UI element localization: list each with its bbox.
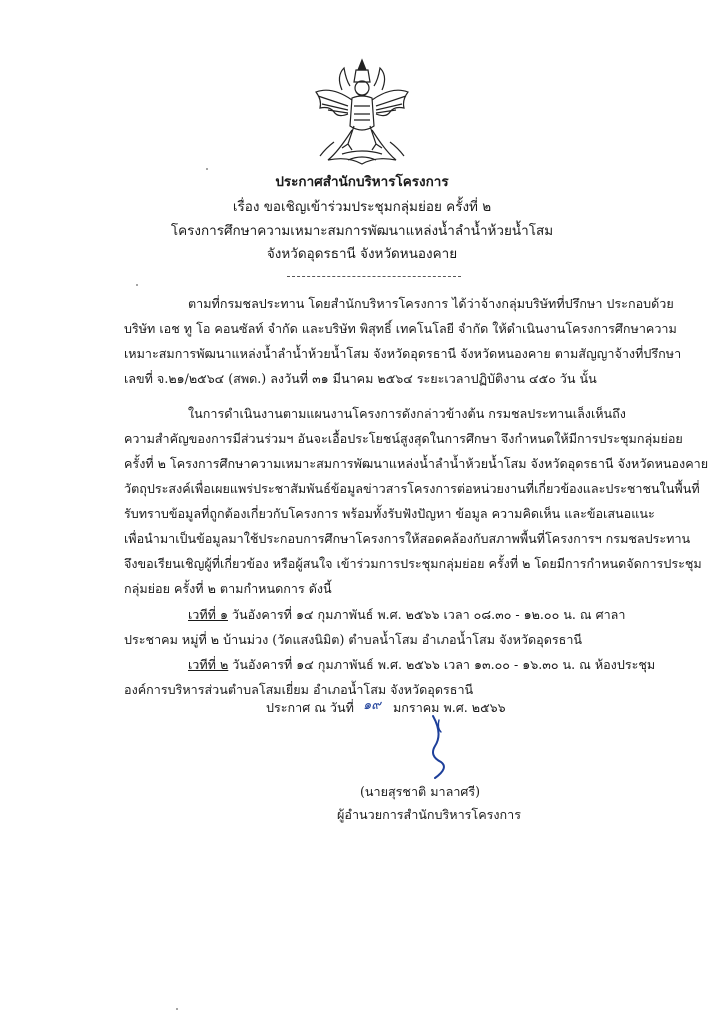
stage-2-schedule: [188, 654, 655, 675]
stage-2-label: เวทีที่ ๒: [188, 657, 229, 672]
garuda-emblem-icon: [308, 56, 416, 168]
paragraph-2-line: ในการดำเนินงานตามแผนงานโครงการดังกล่าวข้างต้น กรมชลประทานเล็งเห็นถึง: [188, 406, 626, 421]
announcement-agency-title: ประกาศสำนักบริหารโครงการ: [275, 174, 449, 190]
paragraph-2-line: ความสำคัญของการมีส่วนร่วมฯ อันจะเอื้อประโยชน์สูงสุดในการศึกษา จึงกำหนดให้มีการประชุมกลุ่มย่อย: [124, 431, 683, 446]
paragraph-2-line: กลุ่มย่อย ครั้งที่ ๒ ตามกำหนดการ ดังนี้: [124, 581, 332, 596]
signer-name: (นายสุรชาติ มาลาศรี): [360, 784, 481, 799]
scan-speck: [206, 168, 208, 170]
project-name: โครงการศึกษาความเหมาะสมการพัฒนาแหล่งน้ำลำน้ำห้วยน้ำโสม: [170, 223, 554, 239]
stage-1-details: วันอังคารที่ ๑๔ กุมภาพันธ์ พ.ศ. ๒๕๖๖ เวลา ๐๘.๓๐ - ๑๒.๐๐ น. ณ ศาลา: [227, 607, 626, 622]
scan-speck: [136, 284, 138, 286]
title-separator: [287, 276, 461, 277]
stage-1-venue: ประชาคม หมู่ที่ ๒ บ้านม่วง (วัดแสงนิมิต) ตำบลน้ำโสม อำเภอน้ำโสม จังหวัดอุดรธานี: [124, 632, 582, 647]
stage-2-venue: องค์การบริหารส่วนตำบลโสมเยี่ยม อำเภอน้ำโสม จังหวัดอุดรธานี: [124, 682, 474, 697]
stage-1-label: เวทีที่ ๑: [188, 607, 228, 622]
paragraph-2-line: ครั้งที่ ๒ โครงการศึกษาความเหมาะสมการพัฒนาแหล่งน้ำลำน้ำห้วยน้ำโสม จังหวัดอุดรธานี จังหวัดหนองคาย: [124, 456, 709, 471]
signer-title: ผู้อำนวยการสำนักบริหารโครงการ: [337, 807, 521, 822]
scan-speck: [176, 1008, 178, 1010]
handwritten-signature: [415, 712, 465, 782]
paragraph-2-line: เพื่อนำมาเป็นข้อมูลมาใช้ประกอบการศึกษาโครงการให้สอดคล้องกับสภาพพื้นที่โครงการฯ กรมชลประทาน: [124, 531, 691, 546]
paragraph-2-line: รับทราบข้อมูลที่ถูกต้องเกี่ยวกับโครงการ พร้อมทั้งรับฟังปัญหา ข้อมูล ความคิดเห็น และข้อเสนอแนะ: [124, 506, 655, 521]
handwritten-day: ๑๙: [363, 698, 381, 713]
provinces-line: จังหวัดอุดรธานี จังหวัดหนองคาย: [266, 246, 458, 262]
announcement-date-suffix: มกราคม พ.ศ. ๒๕๖๖: [393, 700, 506, 715]
paragraph-2-line: วัตถุประสงค์เพื่อเผยแพร่ประชาสัมพันธ์ข้อมูลข่าวสารโครงการต่อหน่วยงานที่เกี่ยวข้องและประชาชนในพื้นที่: [124, 481, 700, 496]
paragraph-1-line: เลขที่ จ.๒๑/๒๕๖๔ (สพด.) ลงวันที่ ๓๑ มีนาคม ๒๕๖๔ ระยะเวลาปฏิบัติงาน ๔๕๐ วัน นั้น: [124, 371, 597, 386]
paragraph-1-line: ตามที่กรมชลประทาน โดยสำนักบริหารโครงการ ได้ว่าจ้างกลุ่มบริษัทที่ปรึกษา ประกอบด้วย: [188, 296, 674, 311]
stage-1-schedule: [188, 604, 625, 625]
announcement-subject: เรื่อง ขอเชิญเข้าร่วมประชุมกลุ่มย่อย ครั้งที่ ๒: [232, 199, 492, 215]
paragraph-2-line: จึงขอเรียนเชิญผู้ที่เกี่ยวข้อง หรือผู้สนใจ เข้าร่วมการประชุมกลุ่มย่อย ครั้งที่ ๒ โดยมีการกำหนดจัดการประชุม: [124, 556, 702, 571]
paragraph-1-line: เหมาะสมการพัฒนาแหล่งน้ำลำน้ำห้วยน้ำโสม จังหวัดอุดรธานี จังหวัดหนองคาย ตามสัญญาจ้างที่ปรึกษา: [124, 346, 682, 361]
paragraph-1-line: บริษัท เอช ทู โอ คอนซัลท์ จำกัด และบริษัท พิสุทธิ์ เทคโนโลยี จำกัด ให้ดำเนินงานโครงการศึกษาความ: [124, 321, 677, 336]
announcement-date-prefix: ประกาศ ณ วันที่: [266, 700, 354, 715]
stage-2-details: วันอังคารที่ ๑๔ กุมภาพันธ์ พ.ศ. ๒๕๖๖ เวลา ๑๓.๐๐ - ๑๖.๓๐ น. ณ ห้องประชุม: [228, 657, 656, 672]
